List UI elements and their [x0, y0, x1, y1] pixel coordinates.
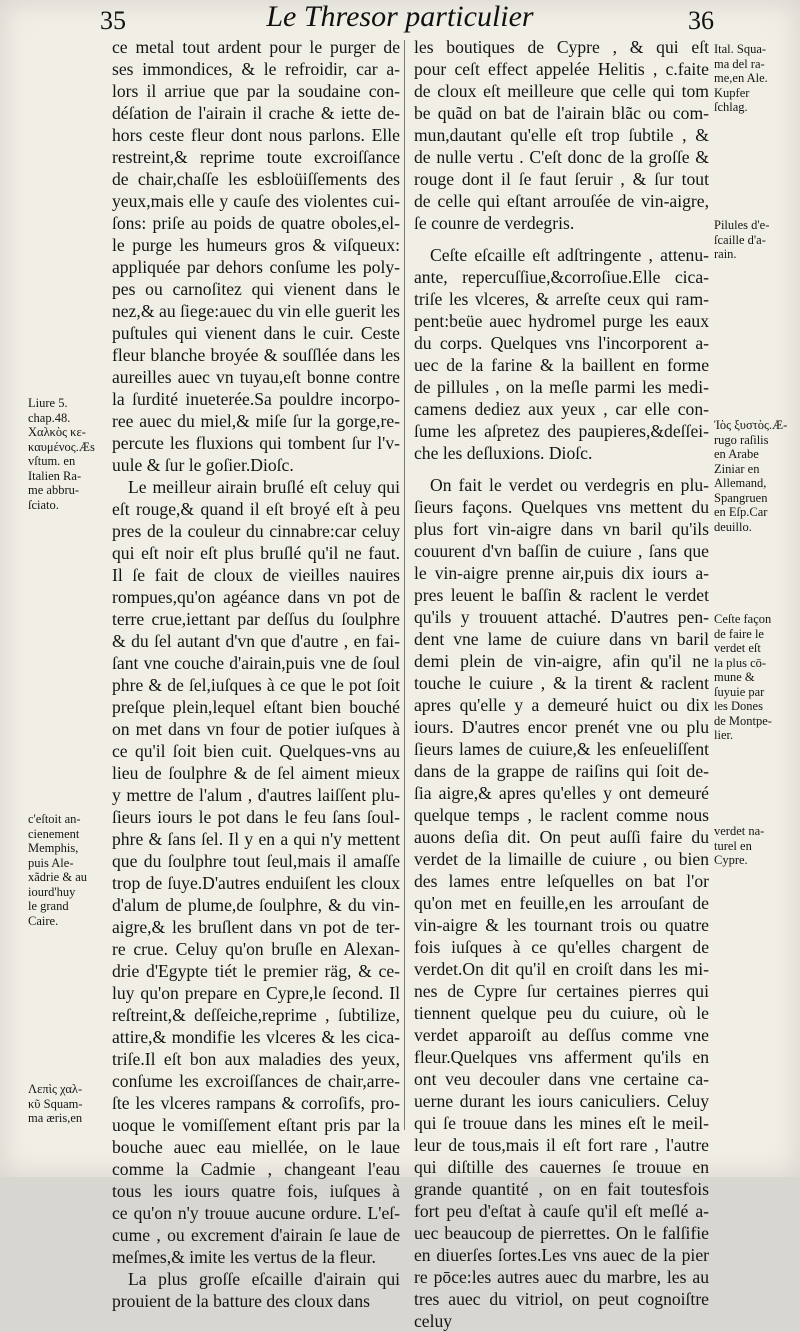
text-line: appliquée par dehors conſume les poly-	[112, 257, 400, 277]
margin-note-line: Caire.	[28, 913, 59, 928]
margin-note-line: verdet na-	[714, 824, 765, 838]
text-line: che les deſluxions. Dioſc.	[414, 443, 593, 463]
margin-note-line: les Dones	[714, 699, 763, 713]
paragraph-escaille	[112, 1268, 400, 1312]
text-line: La plus groſſe eſcaille d'airain qui	[128, 1269, 400, 1289]
text-line: dans de la grappe de raiſins qui ſoit de-	[414, 761, 709, 781]
margin-note-line: turel en	[714, 838, 752, 853]
paragraph-verdet	[414, 474, 709, 1332]
text-line: ſieurs lames de cuiure,& les enſeueliſſent	[414, 739, 709, 759]
text-line: rouge dont il ſe faut ſeruir , & ſur tout	[414, 169, 709, 189]
margin-note-memphis	[28, 812, 87, 928]
margin-note-line: Ceſte façon	[714, 612, 772, 626]
text-line: trop de ſuye.D'autres enduiſent les cloux	[112, 873, 400, 893]
text-line: dent vne lame de cuiure dans vn baril	[414, 629, 709, 649]
text-line: aureilles auec vn tuyau,eſt bonne contre	[112, 367, 400, 387]
margin-note-line: Allemand,	[714, 476, 767, 490]
left-page-number: 35	[100, 6, 126, 35]
margin-note-line: Memphis,	[28, 841, 79, 855]
text-line: meſmes,& imite les vertus de la fleur.	[112, 1247, 376, 1267]
text-line: uec beaucoup de pierrettes. On le falſifie	[414, 1223, 709, 1243]
text-line: lors il arriue que par la soudaine con-	[112, 81, 400, 101]
text-line: phre & ſans ſel. Il y en a qui n'y mettent	[112, 829, 400, 849]
margin-note-line: puis Ale-	[28, 855, 74, 870]
margin-note-line: Ἰὸς ξυστὸς.Æ-	[714, 418, 788, 432]
text-line: luy qu'on prepare en Cypre,le ſecond. Il	[112, 983, 400, 1003]
text-line: qui ſe trouue dans les mines eſt le meil-	[414, 1113, 709, 1133]
text-line: Ceſte eſcaille eſt adſtringente , attenu-	[430, 245, 709, 265]
margin-note-line: ma del ra-	[714, 56, 765, 71]
margin-note-line: iourd'huy	[28, 884, 76, 899]
margin-note-line: me,en Ale.	[714, 71, 768, 85]
text-line: fort peu d'eſtat à cauſe qu'il eſt meſlé a-	[414, 1201, 709, 1221]
left-column	[112, 36, 400, 1312]
margin-note-line: chap.48.	[28, 410, 71, 425]
text-line: touche le cuiure , & la tirent & raclent	[414, 673, 709, 693]
margin-note-line: vſtum. en	[28, 454, 76, 468]
text-line: grande quantité , on en fait toutesfois	[414, 1179, 709, 1199]
paragraph-airain-brusle	[112, 476, 400, 1268]
text-line: de cloux eſt meilleure que celle qui tom	[414, 81, 709, 101]
text-line: hors ceste fleur dont nous parlons. Elle	[112, 125, 400, 145]
text-line: triſe les vlceres, & arreſte ceux qui ram-	[414, 289, 709, 309]
margin-note-line: mune &	[714, 670, 755, 684]
margin-note-line: le grand	[28, 899, 69, 913]
text-line: uec de la farine & la baillent en forme	[414, 355, 709, 375]
text-line: verdet.On dit qu'il en croiſt dans les mi-	[414, 959, 709, 979]
text-line: ante, repercuſſiue,&corroſiue.Elle cica-	[414, 267, 709, 287]
text-line: ſte les vlceres rampans & corroſifs, pro-	[112, 1093, 400, 1113]
margin-note-line: Pilules d'e-	[714, 218, 770, 232]
margin-note-line: xãdrie & au	[28, 870, 88, 884]
text-line: comme la Cadmie , changeant l'eau	[112, 1159, 400, 1179]
margin-note-line: Χαλκὸς κε-	[28, 425, 86, 439]
text-line: triſe.Il eſt bon aux maladies des yeux,	[112, 1049, 400, 1069]
text-line: fois iuſques à ce qu'elles chargent de	[414, 937, 709, 957]
text-line: pes ou carnoſitez qui vienent dans le	[112, 279, 400, 299]
text-line: vin-aigre & les tournant trois ou quatre	[414, 915, 709, 935]
margin-note-line: καυμένος.Æs	[28, 439, 95, 454]
text-line: y mettre de l'alum , d'autres laiſſent plu-	[112, 785, 400, 805]
column-divider	[404, 40, 405, 1130]
text-line: de nulle vertu . C'eſt donc de la groſſe &	[414, 147, 709, 167]
text-line: des lames entre leſquelles on bat l'or	[414, 871, 709, 891]
margin-note-line: la plus cō-	[714, 655, 767, 670]
text-line: lieu de ſoulphre & de ſel aiment mieux	[112, 763, 400, 783]
text-line: verdet apparoiſt au deſſus comme vne	[414, 1025, 709, 1045]
text-line: du corps. Quelques vns l'incorporent a-	[414, 333, 709, 353]
text-line: le vin-aigre prenne air,puis dix iours a-	[414, 563, 709, 583]
text-line: de pillules , on la meſle parmi les medi-	[414, 377, 709, 397]
text-line: fleur.Quelques vns afferment qu'ils en	[414, 1047, 709, 1067]
margin-note-line: Λεπὶς χαλ-	[28, 1082, 83, 1096]
text-line: preſque plein,lequel eſtant bien bouché	[112, 697, 400, 717]
text-line: ſia aigre,& apres qu'elles y ont demeuré	[414, 783, 709, 803]
margin-note-line: rain.	[714, 247, 737, 261]
text-line: qu'ils y trouuent attaché. D'autres pen-	[414, 607, 709, 627]
text-line: puſtules qui vienent dans le cuir. Ceste	[112, 323, 400, 343]
text-line: terre crue,iettant par deſſus du ſoulphre	[112, 609, 400, 629]
text-line: uoque le vomiſſement eſtant pris par la	[112, 1115, 400, 1135]
margin-note-line: me abbru-	[28, 483, 80, 497]
margin-note-line: verdet eſt	[714, 641, 761, 655]
text-line: couurent d'vn baſſin de cuiure , ſans que	[414, 541, 709, 561]
margin-note-line: Italien Ra-	[28, 468, 82, 483]
text-line: auons deſia dit. On peut auſſi faire du	[414, 827, 709, 847]
text-line: ſons: priſe au poids de quatre oboles,el-	[112, 213, 400, 233]
margin-note-line: en Arabe	[714, 447, 759, 461]
margin-note-line: ſuyuie par	[714, 684, 765, 699]
text-line: pres de la couleur du cinnabre:car celuy	[112, 521, 400, 541]
margin-note-pilules	[714, 218, 769, 262]
text-line: qui diſtille des cauernes ſe trouue en	[414, 1157, 709, 1177]
text-line: plus fort vin-aigre dans vn baril qu'ils	[414, 519, 709, 539]
text-line: tres auec du vitriol, on peut cognoiſtre	[414, 1289, 709, 1309]
text-line: ſume les aſpretez des paupieres,&deſſei-	[414, 421, 709, 441]
text-line: iours. D'autres encor prenét vne ou plu	[414, 717, 709, 737]
text-line: le purge les humeurs gros & viſqueux:	[112, 235, 400, 255]
text-line: celuy	[414, 1311, 453, 1331]
margin-note-line: rugo raſilis	[714, 432, 769, 447]
text-line: on met dans vn four de potier iuſques à	[112, 719, 400, 739]
text-line: & du ſel autant d'vn que d'autre , en fai-	[112, 631, 400, 651]
text-line: ses immondices, & le refroidir, car a-	[112, 59, 400, 79]
text-line: re pōce:les autres auec du marbre, les au	[414, 1267, 709, 1287]
margin-note-line: Ziniar en	[714, 461, 760, 476]
text-line: nez,& au ſiege:auec du vin elle guerit les	[112, 301, 400, 321]
margin-note-line: en Eſp.Car	[714, 505, 768, 519]
right-column	[414, 36, 709, 1332]
text-line: phre & de ſel,iuſques à ce que le pot ſoit	[112, 675, 400, 695]
margin-note-line: Ital. Squa-	[714, 42, 767, 56]
margin-note-line: ſcaille d'a-	[714, 232, 766, 247]
margin-note-line: de Montpe-	[714, 713, 772, 728]
text-line: aigre,& les bruſlent dans vn pot de ter-	[112, 917, 400, 937]
text-line: ſe counre de verdegris.	[414, 213, 575, 233]
text-line: uule & ſur le goſier.Dioſc.	[112, 455, 294, 475]
text-line: attire,& mondifie les vlceres & les cica-	[112, 1027, 400, 1047]
page-header	[0, 2, 800, 38]
paragraph-fleur-d-airain	[112, 36, 400, 476]
margin-note-verdet-naturel	[714, 824, 764, 868]
text-line: drie d'Egypte tiét le premier räg, & ce-	[112, 961, 400, 981]
text-line: les boutiques de Cypre , & qui eſt	[414, 37, 709, 57]
text-line: Le meilleur airain bruſlé eſt celuy qui	[128, 477, 400, 497]
margin-note-line: κῦ Squam-	[28, 1096, 83, 1111]
margin-note-line: deuillo.	[714, 519, 752, 534]
text-line: rompues,qu'on agéance dans vn pot de	[112, 587, 400, 607]
margin-note-line: Spangruen	[714, 490, 768, 505]
margin-note-line: ma æris,en	[28, 1111, 83, 1125]
paragraph-helitis	[414, 36, 709, 234]
text-line: be quãd on bat de l'airain blãc ou com-	[414, 103, 709, 123]
margin-note-line: c'eſtoit an-	[28, 812, 81, 826]
text-line: pour ceſt effect appelée Helitis , c.faite	[414, 59, 709, 79]
text-line: en diuerſes ſortes.Les vns auec de la pier	[414, 1245, 709, 1265]
text-line: d'alum de plume,de ſoulphre, & du vin-	[112, 895, 400, 915]
text-line: percute les fluxions qui tombent ſur l'v-	[112, 433, 400, 453]
text-line: ont veu decouler dans vne certaine ca-	[414, 1069, 709, 1089]
margin-note-lepis-chalkou	[28, 1082, 83, 1126]
text-line: verdet de la limaille de cuiure , ou bien	[414, 849, 709, 869]
margin-note-line: lier.	[714, 728, 734, 742]
text-line: bouche auec eau miellée, on le laue	[112, 1137, 400, 1157]
text-line: qu'on met en feuille,en les arrouſant de	[414, 893, 709, 913]
text-line: fleur blanche broyée & souſſlée dans les	[112, 345, 400, 365]
text-line: restreint,& reprime toute excroiſſance	[112, 147, 400, 167]
margin-note-liure-5	[28, 396, 95, 512]
margin-note-line: de faire le	[714, 626, 764, 641]
text-line: ce qu'il ſoit bien cuit. Quelques-vns au	[112, 741, 400, 761]
text-line: de chair,chaſſe les esbloüiſſements des	[112, 169, 400, 189]
text-line: déſation de l'airain il crache & iette de-	[112, 103, 400, 123]
text-line: ſant vne couche d'airain,puis vne de ſoul	[112, 653, 400, 673]
text-line: camens dediez aux yeux , car elle con-	[414, 399, 709, 419]
text-line: tous les iours quatre fois, iuſques à	[112, 1181, 400, 1201]
margin-note-line: Cypre.	[714, 853, 748, 867]
margin-note-squama-del-rame	[714, 42, 768, 115]
text-line: conſume les excroiſſances de chair,arre-	[112, 1071, 400, 1091]
text-line: la ſurdité inueterée.Sa pouldre incorpo-	[112, 389, 400, 409]
paragraph-escaille-vertus	[414, 244, 709, 464]
text-line: de celle qui eſtant arrouſée de vin-aigre,	[414, 191, 709, 211]
text-line: que du ſoulphre tout ſeul,mais il amaſſe	[112, 851, 400, 871]
text-line: ſieurs iours le pot dans le feu ſans ſoul-	[112, 807, 400, 827]
margin-note-line: Kupfer	[714, 85, 750, 100]
text-line: qui eſt noir eſt plus bruſlé qu'il ne faut.	[112, 543, 400, 563]
text-line: re crue. Celuy qu'on bruſle en Alexan-	[112, 939, 400, 959]
text-line: leur de tous,mais il eſt fort rare , l'autre	[414, 1135, 709, 1155]
text-line: uerne durant les iours caniculiers. Celuy	[414, 1091, 709, 1111]
text-line: pent:beüe auec hydromel purge les eaux	[414, 311, 709, 331]
text-line: ſieurs façons. Quelques vns mettent du	[414, 497, 709, 517]
margin-note-ceste-facon	[714, 612, 772, 743]
margin-note-line: ſchlag.	[714, 100, 748, 114]
text-line: demi plein de vin-aigre, afin qu'il ne	[414, 651, 709, 671]
margin-note-line: ſciato.	[28, 497, 59, 512]
text-line: Il ſe fait de cloux de vieilles nauires	[112, 565, 400, 585]
text-line: ce qu'on n'y trouue aucune ordure. L'eſ-	[112, 1203, 400, 1223]
text-line: tiennent quelque peu du cuiure, où le	[414, 1003, 709, 1023]
text-line: nes de Cypre ſur certaines pierres qui	[414, 981, 709, 1001]
text-line: ree auec du miel,& miſe ſur la gorge,re-	[112, 411, 400, 431]
right-page-number: 36	[688, 6, 714, 35]
text-line: eſt rouge,& quand il eſt broyé eſt à peu	[112, 499, 400, 519]
text-line: cume , ou excrement d'airain ſe laue de	[112, 1225, 400, 1245]
text-line: quelque temps , le raclent comme nous	[414, 805, 709, 825]
text-line: apres qu'elle y a demeuré huict ou dix	[414, 695, 709, 715]
text-line: ce metal tout ardent pour le purger de	[112, 37, 400, 57]
text-line: reſtreint,& deſſeiche,reprime , ſubtilize,	[112, 1005, 400, 1025]
margin-note-aerugo-rasilis	[714, 418, 787, 534]
margin-note-line: Liure 5.	[28, 396, 68, 410]
running-title: Le Thresor particulier	[266, 0, 534, 33]
text-line: yeux,mais elle y cauſe des violentes cui-	[112, 191, 400, 211]
text-line: On fait le verdet ou verdegris en plu-	[430, 475, 709, 495]
margin-note-line: cienement	[28, 826, 80, 841]
text-line: prouient de la batture des cloux dans	[112, 1291, 370, 1311]
text-line: mun,dautant qu'elle eſt trop ſubtile , &	[414, 125, 709, 145]
text-line: pres leuent le baſſin & raclent le verdet	[414, 585, 709, 605]
